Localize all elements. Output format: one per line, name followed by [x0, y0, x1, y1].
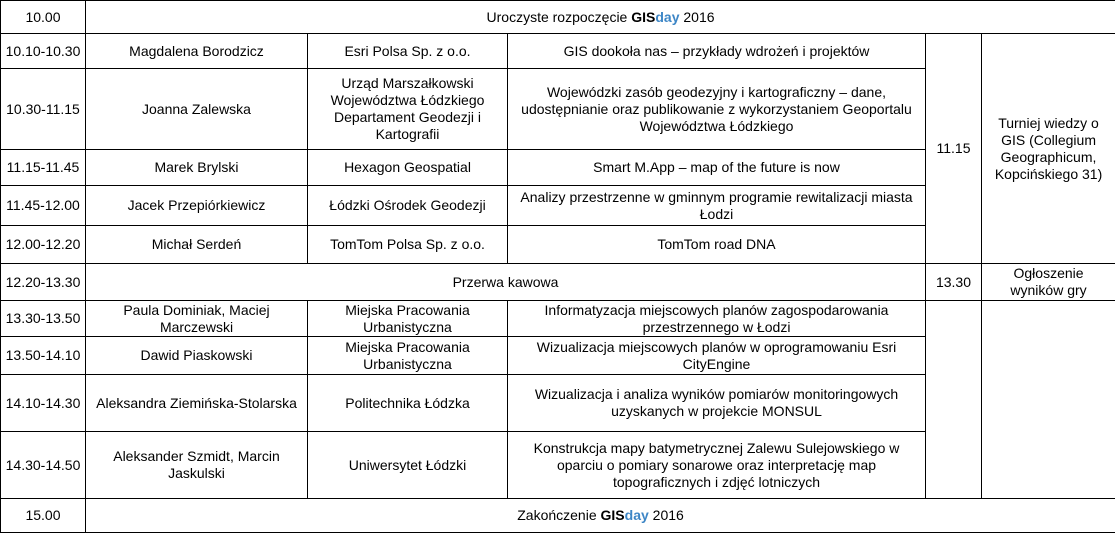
brand-gis: GIS [600, 507, 625, 523]
session-org: Urząd Marszałkowski Województwa Łódzkiego Departament Geodezji i Kartografii [308, 69, 508, 150]
session-org: Miejska Pracowania Urbanistyczna [308, 337, 508, 375]
session-title: Informatyzacja miejscowych planów zagospodarowania przestrzennego w Łodzi [508, 301, 926, 337]
results-text: Ogłoszenie wyników gry [982, 264, 1115, 301]
opening-row [1, 1, 1115, 34]
closing-banner [86, 499, 1115, 533]
session-org: Łódzki Ośrodek Geodezji [308, 186, 508, 226]
coffee-break-row [1, 264, 1115, 301]
session-time: 12.00-12.20 [1, 226, 86, 264]
session-org: Hexagon Geospatial [308, 150, 508, 186]
session-speaker: Magdalena Borodzicz [86, 34, 308, 69]
session-title: Wojewódzki zasób geodezyjny i kartograficzny – dane, udostępnianie oraz publikowanie z wykorzystaniem Geoportalu Województwa Łódzkiego [508, 69, 926, 150]
opening-prefix: Uroczyste rozpoczęcie [486, 8, 632, 25]
brand-day: day [655, 8, 680, 25]
opening-banner [86, 1, 1115, 34]
session-org: Uniwersytet Łódzki [308, 432, 508, 499]
session-title: Smart M.App – map of the future is now [508, 150, 926, 186]
results-time: 13.30 [926, 264, 982, 301]
session-speaker: Dawid Piaskowski [86, 337, 308, 375]
brand-gis: GIS [631, 8, 656, 25]
opening-year: 2016 [679, 8, 715, 25]
table-row [1, 34, 1115, 69]
session-org: Esri Polsa Sp. z o.o. [308, 34, 508, 69]
session-speaker: Aleksander Szmidt, Marcin Jaskulski [86, 432, 308, 499]
break-time: 12.20-13.30 [1, 264, 86, 301]
session-title: Wizualizacja i analiza wyników pomiarów monitoringowych uzyskanych w projekcie MONSUL [508, 375, 926, 432]
session-speaker: Marek Brylski [86, 150, 308, 186]
session-title: Wizualizacja miejscowych planów w oprogramowaniu Esri CityEngine [508, 337, 926, 375]
closing-row [1, 499, 1115, 533]
session-org: Miejska Pracowania Urbanistyczna [308, 301, 508, 337]
empty-side-cell [926, 301, 982, 499]
closing-year: 2016 [648, 507, 684, 523]
session-speaker: Aleksandra Ziemińska-Stolarska [86, 375, 308, 432]
closing-time: 15.00 [1, 499, 86, 533]
session-time: 10.30-11.15 [1, 69, 86, 150]
break-label: Przerwa kawowa [86, 264, 926, 301]
session-org: TomTom Polsa Sp. z o.o. [308, 226, 508, 264]
brand-day: day [624, 507, 649, 523]
session-time: 11.45-12.00 [1, 186, 86, 226]
session-title: TomTom road DNA [508, 226, 926, 264]
session-time: 10.10-10.30 [1, 34, 86, 69]
side-text: Turniej wiedzy o GIS (Collegium Geographicum, Kopcińskiego 31) [982, 34, 1115, 264]
empty-side-cell [982, 301, 1115, 499]
session-title: Analizy przestrzenne w gminnym programie rewitalizacji miasta Łodzi [508, 186, 926, 226]
session-time: 14.10-14.30 [1, 375, 86, 432]
session-speaker: Paula Dominiak, Maciej Marczewski [86, 301, 308, 337]
session-speaker: Jacek Przepiórkiewicz [86, 186, 308, 226]
table-row [1, 301, 1115, 337]
session-time: 11.15-11.45 [1, 150, 86, 186]
session-time: 13.30-13.50 [1, 301, 86, 337]
session-speaker: Michał Serdeń [86, 226, 308, 264]
side-time: 11.15 [926, 34, 982, 264]
session-title: GIS dookoła nas – przykłady wdrożeń i projektów [508, 34, 926, 69]
session-time: 13.50-14.10 [1, 337, 86, 375]
closing-prefix: Zakończenie [517, 507, 601, 523]
session-title: Konstrukcja mapy batymetrycznej Zalewu Sulejowskiego w oparciu o pomiary sonarowe oraz interpretację map topograficznych i zdjęć lotniczych [508, 432, 926, 499]
session-org: Politechnika Łódzka [308, 375, 508, 432]
session-speaker: Joanna Zalewska [86, 69, 308, 150]
opening-time: 10.00 [1, 1, 86, 34]
session-time: 14.30-14.50 [1, 432, 86, 499]
